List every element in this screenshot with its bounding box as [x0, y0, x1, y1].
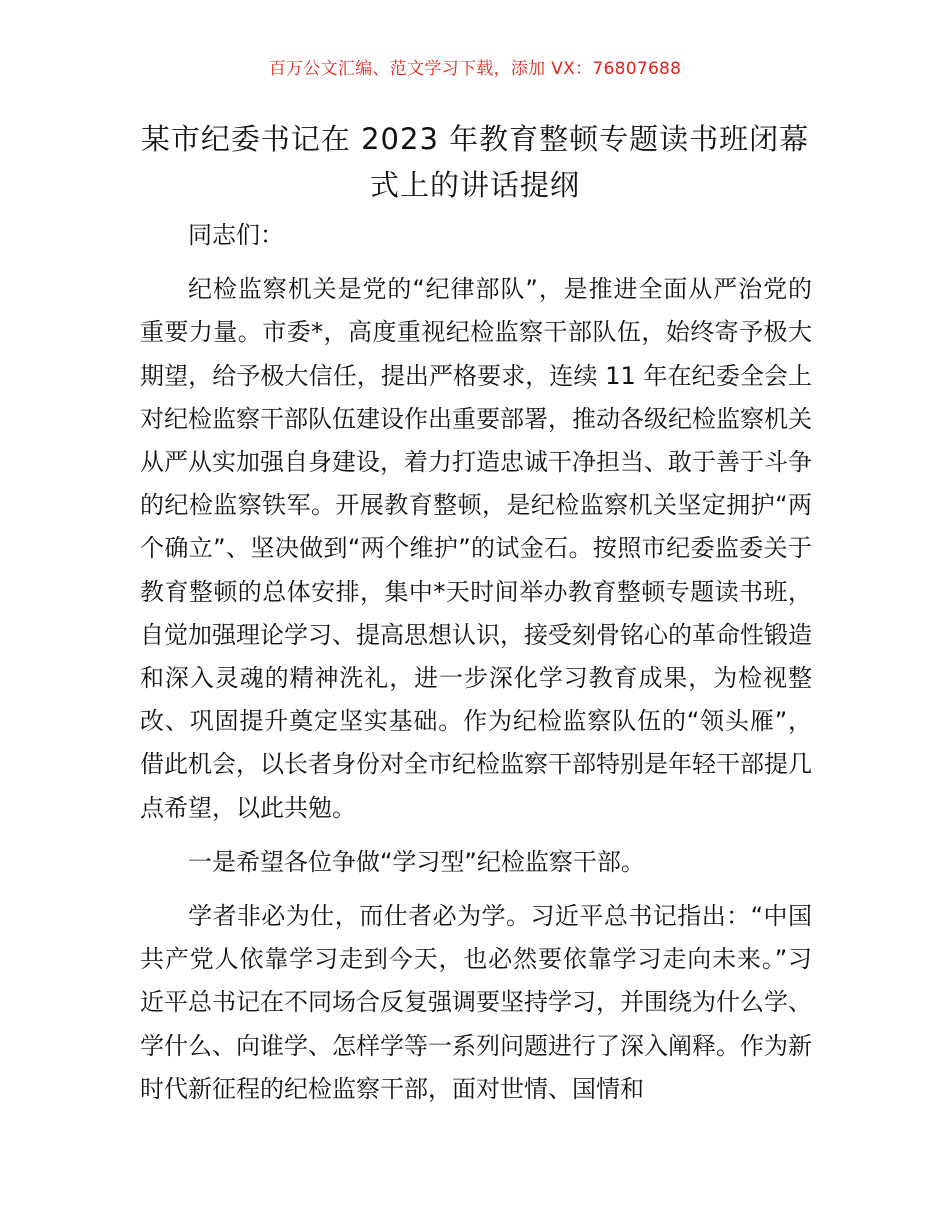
salutation: 同志们：: [188, 221, 284, 249]
paragraph: 学者非必为仕，而仕者必为学。习近平总书记指出：“中国共产党人依靠学习走到今天，也必然要依靠学习走向未来。”习近平总书记在不同场合反复强调要坚持学习，并围绕为什么学、学什么、向谁学、怎样学等一系列问题进行了深入阐释。作为新时代新征程的纪检监察干部，面对世情、国情和: [140, 902, 812, 1103]
document-body: [140, 214, 812, 1111]
header-banner: 百万公文汇编、范文学习下载，添加 VX：76807688: [268, 59, 682, 79]
document-title: 某市纪委书记在 2023 年教育整顿专题读书班闭幕式上的讲话提纲: [140, 122, 810, 202]
paragraph: 一是希望各位争做“学习型”纪检监察干部。: [188, 847, 645, 876]
paragraph: 纪检监察机关是党的“纪律部队”，是推进全面从严治党的重要力量。市委*，高度重视纪检监察干部队伍，始终寄予极大期望，给予极大信任，提出严格要求，连续 11 年在纪委全会上对纪检监察干部队伍建设作出重要部署，推动各级纪检监察机关从严从实加强自身建设，着力打造忠诚干净担当、敢于善于斗争的纪检监察铁军。开展教育整顿，是纪检监察机关坚定拥护“两个确立”、坚决做到“两个维护”的试金石。按照市纪委监委关于教育整顿的总体安排，集中*天时间举办教育整顿专题读书班，自觉加强理论学习、提高思想认识，接受刻骨铭心的革命性锻造和深入灵魂的精神洗礼，进一步深化学习教育成果，为检视整改、巩固提升奠定坚实基础。作为纪检监察队伍的“领头雁”，借此机会，以长者身份对全市纪检监察干部特别是年轻干部提几点希望，以此共勉。: [140, 275, 812, 822]
